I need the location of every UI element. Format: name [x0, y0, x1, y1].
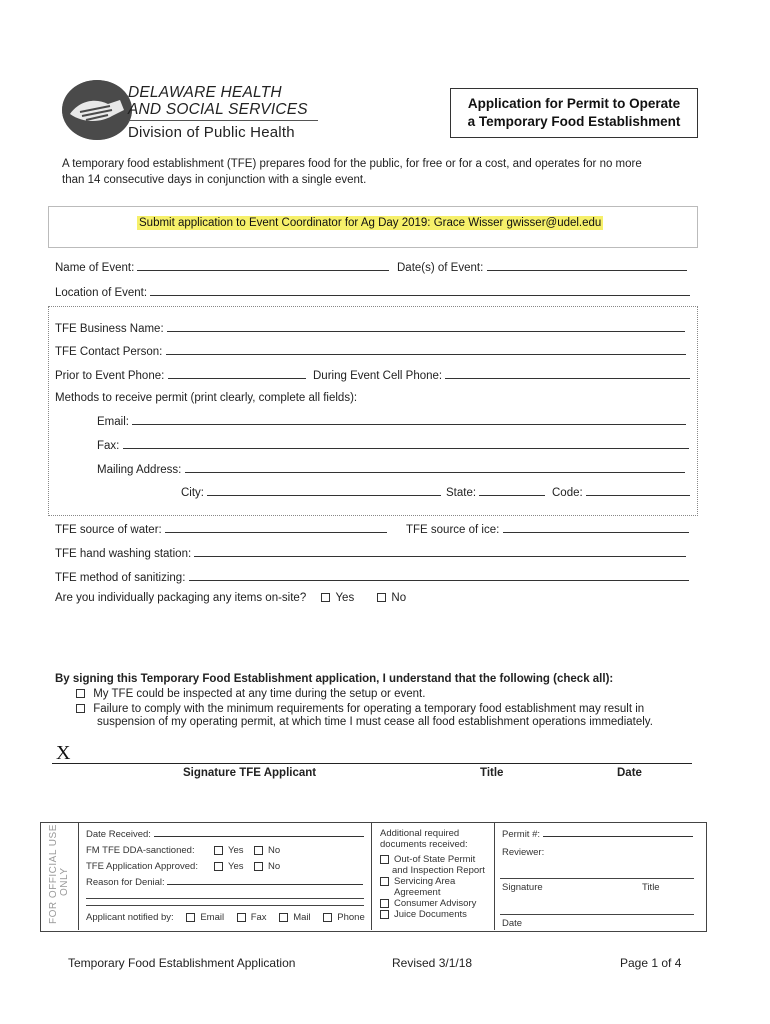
fm-dda-yes-label: Yes [228, 845, 244, 856]
applicant-notified-label: Applicant notified by: [86, 912, 174, 923]
cell-phone-line[interactable] [445, 368, 690, 379]
cell-phone-field[interactable] [313, 368, 690, 382]
event-location-line[interactable] [150, 285, 690, 296]
doc-consumer-advisory-label: Consumer Advisory [394, 898, 477, 909]
footer-page-number: Page 1 of 4 [620, 956, 682, 970]
fm-dda-yes[interactable] [214, 845, 244, 856]
agreement-item-2-cont: suspension of my operating permit, at which time I must cease all food establishment operations immediately. [97, 716, 653, 728]
reviewer-date-label: Date [502, 918, 523, 929]
packaging-question [55, 592, 406, 604]
business-name-label: TFE Business Name: [55, 323, 164, 335]
methods-label: Methods to receive permit (print clearly, complete all fields): [55, 392, 358, 404]
email-field[interactable] [97, 414, 686, 428]
agreement-item-2-checkbox[interactable] [76, 704, 85, 713]
app-approved-no-label: No [268, 861, 281, 872]
notified-phone-label: Phone [337, 912, 365, 923]
notified-mail-option[interactable] [279, 912, 310, 923]
applicant-notified-row [86, 912, 365, 923]
app-approved-yes-label: Yes [228, 861, 244, 872]
notified-phone-option[interactable] [323, 912, 364, 923]
notified-mail-label: Mail [293, 912, 311, 923]
official-side-line-1: FOR OFFICIAL USE [48, 824, 59, 924]
footer-revision: Revised 3/1/18 [392, 956, 473, 970]
intro-line-1: A temporary food establishment (TFE) prepares food for the public, for free or for a cost, and operates for no more [62, 158, 642, 170]
email-label: Email: [97, 416, 129, 428]
packaging-no-option[interactable] [377, 592, 406, 604]
additional-docs [380, 828, 485, 920]
packaging-yes-label: Yes [335, 592, 355, 604]
mailing-address-label: Mailing Address: [97, 464, 182, 476]
doc-servicing-area-checkbox[interactable] [380, 877, 389, 886]
doc-out-of-state-label-2: and Inspection Report [392, 865, 485, 876]
form-title-line-2: a Temporary Food Establishment [467, 114, 681, 129]
doc-servicing-area[interactable] [380, 876, 485, 887]
fax-field[interactable] [97, 438, 689, 452]
city-line[interactable] [207, 485, 441, 496]
ice-source-label: TFE source of ice: [406, 524, 500, 536]
state-line[interactable] [479, 485, 545, 496]
official-divider-right [494, 822, 495, 930]
contact-person-label: TFE Contact Person: [55, 346, 163, 358]
signature-x-mark: X [56, 742, 71, 764]
fm-dda-no-checkbox[interactable] [254, 846, 263, 855]
cell-phone-label: During Event Cell Phone: [313, 370, 443, 382]
event-dates-line[interactable] [487, 260, 687, 271]
agency-line-2: AND SOCIAL SERVICES [128, 101, 308, 118]
reviewer-signature-label: Signature [502, 882, 543, 893]
additional-docs-line-1: Additional required [380, 828, 460, 839]
signature-line[interactable] [52, 763, 692, 764]
app-approved-yes-checkbox[interactable] [214, 862, 223, 871]
event-dates-label: Date(s) of Event: [397, 262, 484, 274]
handwash-label: TFE hand washing station: [55, 548, 192, 560]
official-divider-left [78, 822, 79, 930]
date-received-line[interactable] [154, 828, 364, 837]
prior-phone-label: Prior to Event Phone: [55, 370, 165, 382]
agreement-item-2[interactable] [76, 703, 644, 715]
notified-email-option[interactable] [186, 912, 224, 923]
mailing-address-line[interactable] [185, 462, 685, 473]
packaging-yes-option[interactable] [321, 592, 354, 604]
business-name-line[interactable] [167, 321, 685, 332]
reason-denial-line-2[interactable] [86, 898, 364, 899]
water-source-field[interactable] [55, 522, 387, 536]
notified-phone-checkbox[interactable] [323, 913, 332, 922]
doc-out-of-state-checkbox[interactable] [380, 855, 389, 864]
sanitize-label: TFE method of sanitizing: [55, 572, 186, 584]
app-approved-no-checkbox[interactable] [254, 862, 263, 871]
reason-denial-label: Reason for Denial: [86, 877, 165, 888]
mailing-address-field[interactable] [97, 462, 685, 476]
handwash-field[interactable] [55, 546, 686, 560]
state-label: State: [446, 487, 477, 499]
water-source-line[interactable] [165, 522, 387, 533]
prior-phone-line[interactable] [168, 368, 306, 379]
sanitize-field[interactable] [55, 570, 689, 584]
intro-line-2: than 14 consecutive days in conjunction with a single event. [62, 174, 367, 186]
official-divider-mid [371, 822, 372, 930]
app-approved-label: TFE Application Approved: [86, 861, 198, 872]
prior-phone-field[interactable] [55, 368, 306, 382]
notified-mail-checkbox[interactable] [279, 913, 288, 922]
fm-dda-label: FM TFE DDA-sanctioned: [86, 845, 195, 856]
fax-label: Fax: [97, 440, 120, 452]
form-title [450, 88, 698, 138]
ice-source-field[interactable] [406, 522, 689, 536]
notified-email-checkbox[interactable] [186, 913, 195, 922]
code-line[interactable] [586, 485, 690, 496]
doc-juice-label: Juice Documents [394, 909, 467, 920]
event-dates-field[interactable] [397, 260, 687, 274]
packaging-question-text: Are you individually packaging any items on-site? [55, 592, 307, 604]
notified-fax-label: Fax [250, 912, 267, 923]
permit-number-line[interactable] [543, 828, 693, 837]
reason-denial-line-3[interactable] [86, 905, 364, 906]
ice-source-line[interactable] [503, 522, 689, 533]
agency-rule [128, 120, 318, 121]
agreement-item-1[interactable] [76, 688, 425, 700]
reviewer-title-label: Title [642, 882, 660, 893]
submit-box [48, 206, 698, 248]
permit-number-label: Permit #: [502, 829, 541, 840]
app-approved-no[interactable] [254, 861, 280, 872]
form-title-line-1: Application for Permit to Operate [467, 96, 681, 111]
packaging-no-label: No [391, 592, 407, 604]
city-label: City: [181, 487, 204, 499]
reason-denial-field[interactable] [86, 876, 363, 888]
email-line[interactable] [132, 414, 686, 425]
app-approved-yes[interactable] [214, 861, 244, 872]
contact-person-field[interactable] [55, 344, 686, 358]
event-name-field[interactable] [55, 260, 389, 274]
doc-consumer-advisory[interactable] [380, 898, 485, 909]
doc-out-of-state-label: Out-of State Permit [394, 854, 476, 865]
signature-applicant-label: Signature TFE Applicant [183, 767, 317, 779]
signature-title-label: Title [480, 767, 504, 779]
date-received-field[interactable] [86, 828, 364, 840]
reviewer-signature-line[interactable] [500, 878, 694, 879]
doc-consumer-advisory-checkbox[interactable] [380, 899, 389, 908]
agreement-item-1-checkbox[interactable] [76, 689, 85, 698]
fm-dda-no-label: No [268, 845, 281, 856]
fm-dda-no[interactable] [254, 845, 280, 856]
water-source-label: TFE source of water: [55, 524, 162, 536]
official-side-line-2: ONLY [59, 867, 70, 896]
agreement-item-1-text: My TFE could be inspected at any time during the setup or event. [93, 688, 426, 700]
agreement-item-2-text: Failure to comply with the minimum requirements for operating a temporary food establishment may result in [93, 703, 645, 715]
notified-fax-option[interactable] [237, 912, 267, 923]
code-label: Code: [552, 487, 583, 499]
division-name: Division of Public Health [128, 124, 295, 141]
packaging-no-checkbox[interactable] [377, 593, 386, 602]
code-field[interactable] [552, 485, 690, 499]
permit-number-field[interactable] [502, 828, 693, 840]
event-location-label: Location of Event: [55, 287, 148, 299]
packaging-yes-checkbox[interactable] [321, 593, 330, 602]
event-location-field[interactable] [55, 285, 690, 299]
fax-line[interactable] [123, 438, 689, 449]
signature-date-label: Date [617, 767, 642, 779]
handwash-line[interactable] [194, 546, 686, 557]
submit-note: Submit application to Event Coordinator for Ag Day 2019: Grace Wisser gwisser@udel.edu [139, 217, 602, 229]
agency-line-1: DELAWARE HEALTH [128, 84, 282, 101]
notified-fax-checkbox[interactable] [237, 913, 246, 922]
contact-person-line[interactable] [166, 344, 686, 355]
reviewer-label: Reviewer: [502, 847, 545, 858]
doc-servicing-area-label: Servicing Area [394, 876, 456, 887]
doc-juice-checkbox[interactable] [380, 910, 389, 919]
official-use-side-label [48, 824, 70, 924]
state-field[interactable] [446, 485, 545, 499]
doc-out-of-state[interactable] [380, 854, 485, 865]
date-received-label: Date Received: [86, 829, 151, 840]
notified-email-label: Email [200, 912, 225, 923]
event-name-line[interactable] [137, 260, 389, 271]
agency-name [128, 84, 318, 141]
dhss-logo [62, 80, 132, 140]
reviewer-date-line[interactable] [500, 914, 694, 915]
sanitize-line[interactable] [189, 570, 689, 581]
intro-text [62, 156, 702, 188]
doc-servicing-area-label-2: Agreement [394, 887, 441, 898]
agreement-heading: By signing this Temporary Food Establishment application, I understand that the following (check all): [55, 673, 614, 685]
event-name-label: Name of Event: [55, 262, 135, 274]
footer-form-name: Temporary Food Establishment Application [68, 956, 296, 970]
fm-dda-yes-checkbox[interactable] [214, 846, 223, 855]
additional-docs-line-2: documents received: [380, 839, 468, 850]
reason-denial-line[interactable] [167, 876, 363, 885]
city-field[interactable] [181, 485, 441, 499]
doc-juice[interactable] [380, 909, 485, 920]
business-name-field[interactable] [55, 321, 685, 335]
